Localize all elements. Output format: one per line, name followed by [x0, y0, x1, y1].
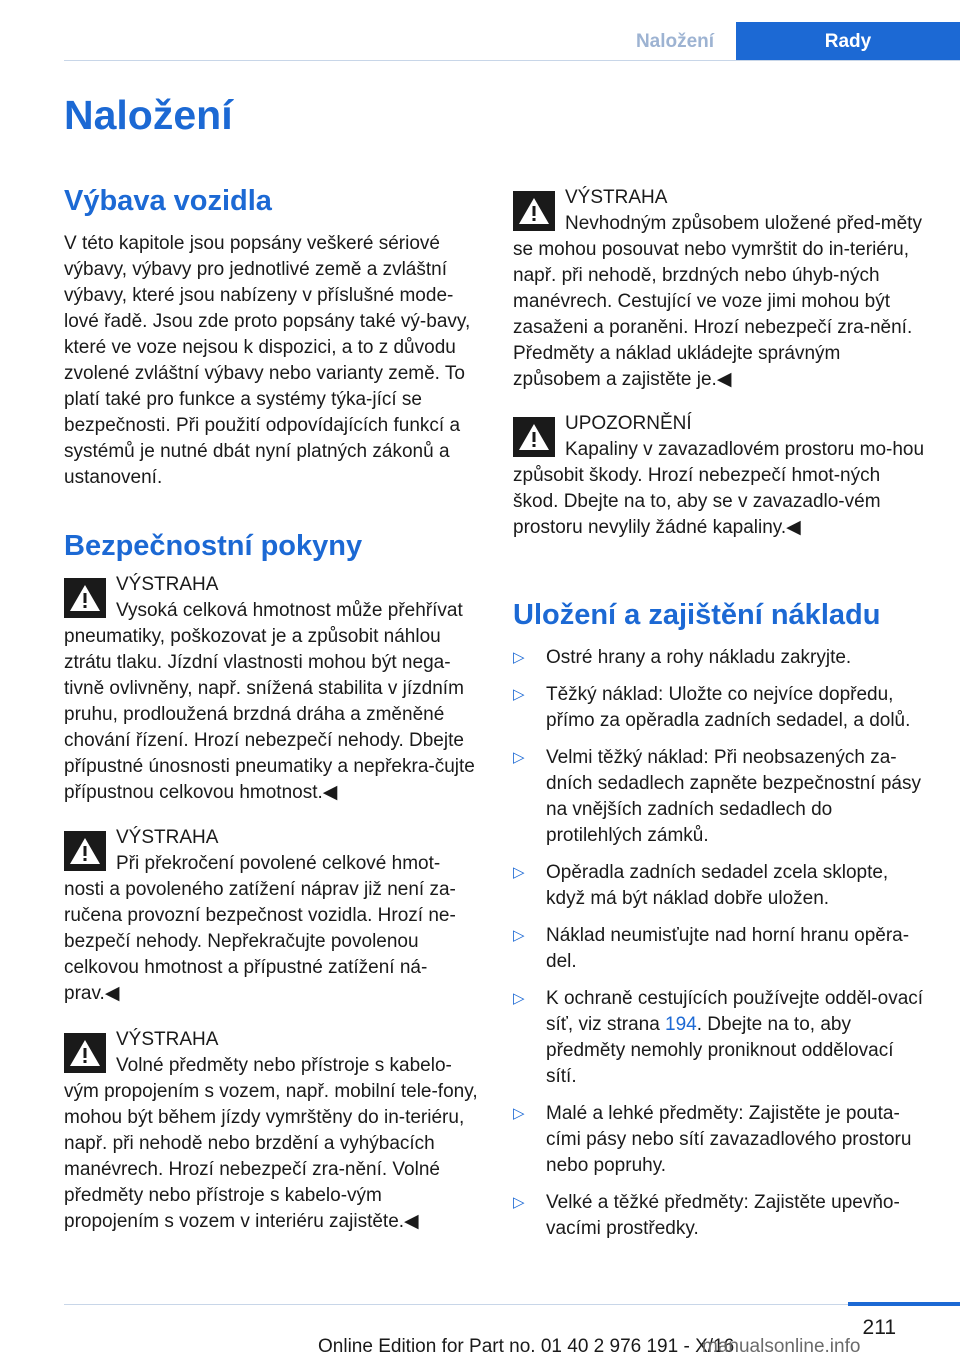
bullet-triangle-icon: ▷ [513, 686, 525, 703]
bullet-triangle-icon: ▷ [513, 1105, 525, 1122]
list-item-text: Ostré hrany a rohy nákladu zakryjte. [546, 647, 852, 668]
list-item-text: Těžký náklad: Uložte co nejvíce dopředu, přímo za opěradla zadních sedadel, a dolů. [546, 684, 911, 731]
list-item [513, 923, 928, 975]
list-item [513, 745, 928, 849]
section-heading-ulozeni: Uložení a zajištění nákladu [513, 599, 881, 631]
warning-text: Vysoká celková hmotnost může přehřívat pneumatiky, poškozovat je a způsobit náhlou ztrátu tlaku. Jízdní vlastnosti mohou být nega‐tivně ovlivněny, např. snížená stabilita v jízdním pruhu, prodloužená brzdná dráha a změněné chování řízení. Hrozí nebezpečí nehody. Dbejte přípustné únosnosti pneumatiky a nepřekra‐čujte přípustnou celkovou hmotnost.◀ [64, 600, 475, 803]
warning-triangle-icon [64, 831, 106, 871]
list-item-text: . Dbejte na to, aby předměty nemohly proniknout oddělovací sítí. [546, 1014, 894, 1087]
bullet-triangle-icon: ▷ [513, 749, 525, 766]
bullet-triangle-icon: ▷ [513, 927, 525, 944]
warning-triangle-icon [513, 191, 555, 231]
list-item-text: Náklad neumisťujte nad horní hranu opěra‐del. [546, 925, 910, 972]
warning-block [64, 1027, 479, 1235]
warning-block [64, 825, 479, 1007]
warning-label: VÝSTRAHA [116, 827, 219, 848]
watermark: manualsonline.info [702, 1336, 861, 1357]
list-item [513, 860, 928, 912]
list-item-text: Velmi těžký náklad: Při neobsazených za‐dních sedadlech zapněte bezpečnostní pásy na vnějších zadních sedadlech do protilehlých zámků. [546, 747, 921, 846]
footer-divider [64, 1304, 960, 1305]
page-title: Naložení [64, 92, 233, 138]
section-body-vybava: V této kapitole jsou popsány veškeré sériové výbavy, výbavy pro jednotlivé země a zvláštní výbavy, které jsou nabízeny v příslušné mode‐lové řadě. Jsou zde proto popsány také vý‐bavy, které ve voze nejsou k dispozici, a to z důvodu zvolené zvláštní výbavy nebo varianty země. To platí také pro funkce a systémy týka‐jící se bezpečnosti. Při použití odpovídajících funkcí a systémů je nutné dbát nyní platných zákonů a ustanovení. [64, 233, 471, 488]
header-tab-rady[interactable]: Rady [736, 22, 960, 61]
list-item [513, 1101, 928, 1179]
list-item-text: K ochraně cestujících používejte odděl‐ovací síť, viz strana [546, 988, 924, 1035]
bullet-triangle-icon: ▷ [513, 990, 525, 1007]
bullet-triangle-icon: ▷ [513, 649, 525, 666]
warning-triangle-icon [513, 417, 555, 457]
warning-text: Volné předměty nebo přístroje s kabelo‐vým propojením s vozem, např. mobilní tele‐fony, mohou být během jízdy vymrštěny do in‐teriéru, např. při nehodě nebo brzdění a vyhýbacích manévrech. Hrozí nebezpečí zra‐nění. Volné předměty nebo přístroje s kabelo‐vým propojením s vozem v interiéru zajistěte.◀ [64, 1055, 478, 1232]
warning-label: VÝSTRAHA [565, 187, 668, 208]
section-heading-vybava: Výbava vozidla [64, 185, 272, 217]
warning-label: VÝSTRAHA [116, 574, 219, 595]
section-heading-bezpecnost: Bezpečnostní pokyny [64, 530, 363, 562]
footer-accent-bar [848, 1302, 960, 1306]
bullet-triangle-icon: ▷ [513, 864, 525, 881]
bullet-list [513, 645, 928, 1253]
header-tab-nalozeni[interactable]: Naložení [635, 31, 715, 52]
list-item [513, 986, 928, 1090]
header-divider [64, 60, 960, 61]
notice-text: Kapaliny v zavazadlovém prostoru mo‐hou způsobit škody. Hrozí nebezpečí hmot‐ných škod. Dbejte na to, aby se v zavazadlo‐vém prostoru nevylily žádné kapaliny.◀ [513, 439, 925, 538]
list-item-text: Opěradla zadních sedadel zcela sklopte, když má být náklad dobře uložen. [546, 862, 889, 909]
list-item [513, 645, 928, 671]
bullet-triangle-icon: ▷ [513, 1194, 525, 1211]
list-item-text: Malé a lehké předměty: Zajistěte je pouta‐cími pásy nebo sítí zavazadlového prostoru nebo popruhy. [546, 1103, 912, 1176]
page-number: 211 [862, 1316, 896, 1339]
page-link-194[interactable]: 194 [665, 1014, 697, 1035]
warning-triangle-icon [64, 578, 106, 618]
warning-label: VÝSTRAHA [116, 1029, 219, 1050]
warning-text: Při překročení povolené celkové hmot‐nosti a povoleného zatížení náprav již není za‐ručena provozní bezpečnost vozidla. Hrozí ne‐bezpečí nehody. Nepřekračujte povolenou celkovou hmotnost a přípustné zatížení ná‐prav.◀ [64, 853, 456, 1004]
notice-block [513, 411, 928, 541]
list-item-text: Velké a těžké předměty: Zajistěte upevňo‐vacími prostředky. [546, 1192, 900, 1239]
list-item [513, 1190, 928, 1242]
notice-label: UPOZORNĚNÍ [565, 413, 692, 434]
warning-block [64, 572, 479, 806]
edition-note: Online Edition for Part no. 01 40 2 976 191 - X/16 [318, 1336, 735, 1357]
warning-block [513, 185, 928, 393]
warning-text: Nevhodným způsobem uložené před‐měty se mohou posouvat nebo vymrštit do in‐teriéru, např. při nehodě, brzdných nebo úhyb‐ných manévrech. Cestující ve voze jimi mohou být zasaženi a poraněni. Hrozí nebezpečí zra‐nění. Předměty a náklad ukládejte správným způsobem a zajistěte je.◀ [513, 213, 922, 390]
list-item [513, 682, 928, 734]
warning-triangle-icon [64, 1033, 106, 1073]
